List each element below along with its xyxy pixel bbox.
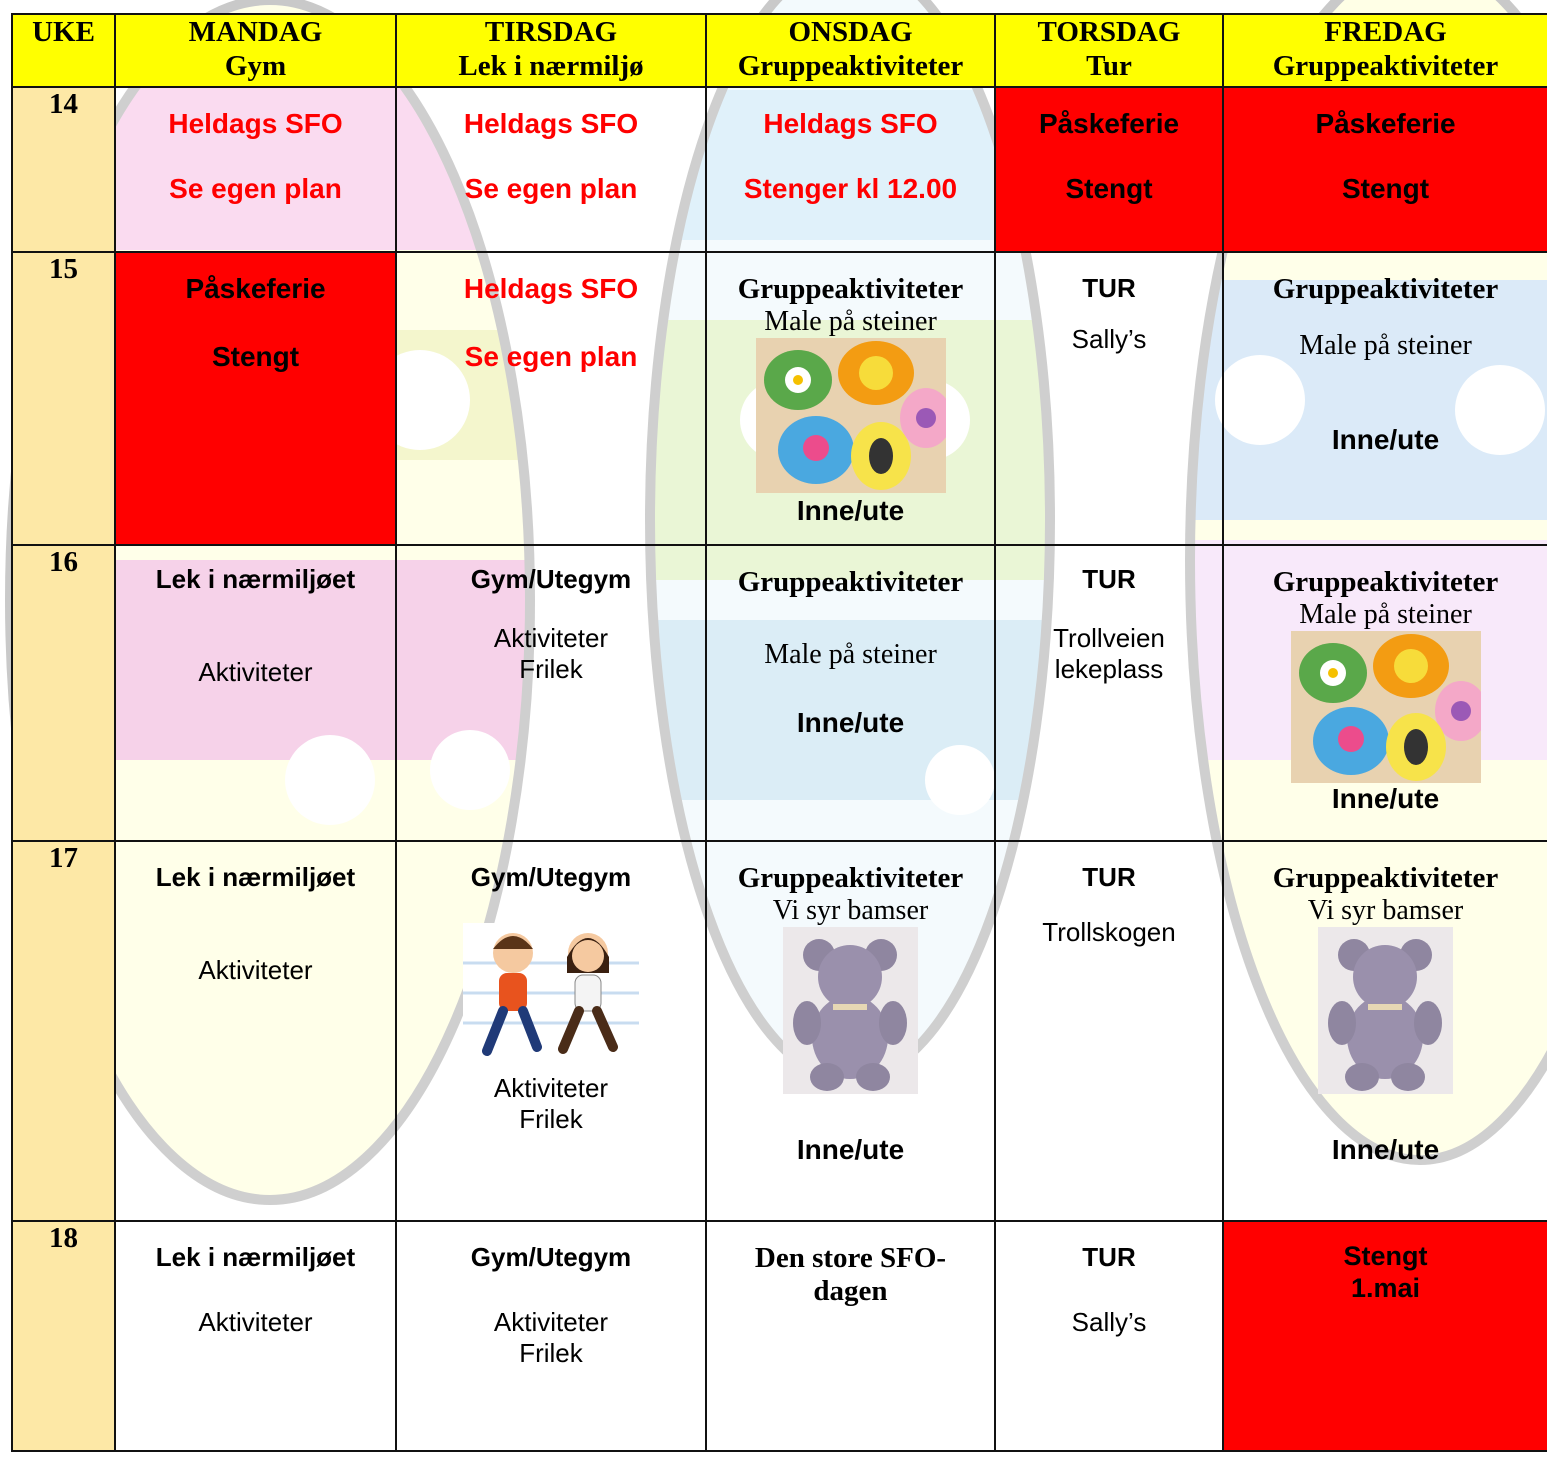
cell-note: Stengt bbox=[211, 341, 300, 372]
cell-w17-wed bbox=[706, 841, 995, 1221]
day-activity: Gruppeaktiviteter bbox=[737, 50, 964, 82]
day-activity: Lek i nærmiljø bbox=[458, 50, 644, 82]
cell-title: Påskeferie bbox=[1038, 108, 1180, 139]
cell-w17-thu bbox=[995, 841, 1223, 1221]
cell-title: TUR bbox=[1082, 1242, 1136, 1272]
cell-w16-mon bbox=[115, 545, 396, 841]
day-activity: Gruppeaktiviteter bbox=[1272, 50, 1499, 82]
cell-w14-fri bbox=[1223, 87, 1547, 252]
cell-title: Lek i nærmiljøet bbox=[155, 862, 356, 892]
header-torsdag bbox=[995, 14, 1223, 87]
painted-stones-image bbox=[756, 338, 946, 493]
cell-w16-thu bbox=[995, 545, 1223, 841]
week-row-17 bbox=[12, 841, 1547, 1221]
cell-w15-fri bbox=[1223, 252, 1547, 545]
running-kids-image bbox=[463, 923, 639, 1071]
cell-title: Gruppeaktiviteter bbox=[737, 273, 964, 305]
cell-w17-mon bbox=[115, 841, 396, 1221]
cell-location: Inne/ute bbox=[796, 495, 905, 526]
week-number: 18 bbox=[12, 1221, 115, 1451]
cell-w17-fri bbox=[1223, 841, 1547, 1221]
cell-title: Gym/Utegym bbox=[470, 862, 632, 892]
cell-location: Inne/ute bbox=[1331, 1134, 1440, 1165]
cell-w15-tue bbox=[396, 252, 706, 545]
cell-w18-tue bbox=[396, 1221, 706, 1451]
cell-note: Se egen plan bbox=[464, 173, 638, 204]
week-number: 17 bbox=[12, 841, 115, 1221]
cell-subtitle: Trollveien bbox=[1053, 623, 1165, 653]
cell-subtitle-2: lekeplass bbox=[1054, 654, 1164, 684]
cell-title: Gruppeaktiviteter bbox=[1272, 273, 1499, 305]
cell-note: Stengt bbox=[1341, 173, 1430, 204]
cell-subtitle: Male på steiner bbox=[764, 639, 937, 670]
cell-subtitle-2: Frilek bbox=[519, 1104, 583, 1134]
cell-subtitle: Sally’s bbox=[1071, 1307, 1147, 1337]
cell-note: Se egen plan bbox=[464, 341, 638, 372]
cell-title: Heldags SFO bbox=[763, 108, 938, 139]
cell-subtitle: Aktiviteter bbox=[493, 1307, 609, 1337]
day-name: FREDAG bbox=[1324, 16, 1447, 48]
cell-title: Gruppeaktiviteter bbox=[737, 566, 964, 598]
cell-title-2: 1.mai bbox=[1350, 1273, 1421, 1303]
cell-w14-tue bbox=[396, 87, 706, 252]
cell-title: TUR bbox=[1082, 862, 1136, 892]
cell-w16-fri bbox=[1223, 545, 1547, 841]
cell-w16-tue bbox=[396, 545, 706, 841]
painted-stones-image bbox=[1291, 631, 1481, 783]
teddy-bear-image bbox=[1318, 927, 1453, 1094]
teddy-bear-image bbox=[783, 927, 918, 1094]
cell-w18-mon bbox=[115, 1221, 396, 1451]
cell-title: Påskeferie bbox=[185, 273, 326, 304]
cell-title: Gruppeaktiviteter bbox=[1272, 566, 1499, 598]
cell-subtitle: Male på steiner bbox=[764, 306, 937, 337]
cell-subtitle: Trollskogen bbox=[1042, 917, 1176, 947]
cell-subtitle: Sally’s bbox=[1071, 324, 1147, 354]
header-tirsdag bbox=[396, 14, 706, 87]
cell-w17-tue bbox=[396, 841, 706, 1221]
cell-subtitle: Male på steiner bbox=[1299, 330, 1472, 361]
cell-subtitle: Vi syr bamser bbox=[772, 895, 929, 926]
uke-label: UKE bbox=[32, 16, 95, 48]
cell-title: Stengt bbox=[1343, 1241, 1428, 1271]
cell-w18-fri bbox=[1223, 1221, 1547, 1451]
day-name: ONSDAG bbox=[788, 16, 913, 48]
cell-subtitle: Aktiviteter bbox=[198, 1307, 313, 1337]
cell-location: Inne/ute bbox=[796, 707, 905, 738]
cell-title: Gruppeaktiviteter bbox=[737, 862, 964, 894]
cell-title: Lek i nærmiljøet bbox=[155, 564, 356, 594]
cell-title: Gruppeaktiviteter bbox=[1272, 862, 1499, 894]
header-mandag bbox=[115, 14, 396, 87]
cell-title: Lek i nærmiljøet bbox=[155, 1242, 356, 1272]
cell-location: Inne/ute bbox=[1331, 783, 1440, 814]
week-number: 16 bbox=[12, 545, 115, 841]
cell-location: Inne/ute bbox=[1331, 424, 1440, 455]
week-plan-table bbox=[11, 13, 1547, 1452]
cell-location: Inne/ute bbox=[796, 1134, 905, 1165]
cell-subtitle-2: Frilek bbox=[519, 1338, 583, 1368]
cell-subtitle: Aktiviteter bbox=[493, 1073, 609, 1103]
cell-title: Den store SFO- bbox=[754, 1242, 947, 1274]
cell-subtitle: Vi syr bamser bbox=[1307, 895, 1464, 926]
cell-title: Påskeferie bbox=[1315, 108, 1456, 139]
header-fredag bbox=[1223, 14, 1547, 87]
cell-note: Stenger kl 12.00 bbox=[743, 173, 958, 204]
cell-title: Heldags SFO bbox=[463, 108, 639, 139]
cell-subtitle: Male på steiner bbox=[1299, 599, 1472, 630]
cell-title-2: dagen bbox=[813, 1275, 888, 1307]
cell-subtitle: Aktiviteter bbox=[493, 623, 609, 653]
day-activity: Tur bbox=[1086, 50, 1132, 82]
week-row-14 bbox=[12, 87, 1547, 252]
cell-w15-thu bbox=[995, 252, 1223, 545]
cell-title: TUR bbox=[1082, 564, 1136, 594]
cell-w15-mon bbox=[115, 252, 396, 545]
header-uke bbox=[12, 14, 115, 87]
week-number: 14 bbox=[12, 87, 115, 252]
week-row-16 bbox=[12, 545, 1547, 841]
header-row bbox=[12, 14, 1547, 87]
day-name: TORSDAG bbox=[1037, 16, 1181, 48]
week-row-18 bbox=[12, 1221, 1547, 1451]
cell-title: Heldags SFO bbox=[168, 108, 343, 139]
cell-w18-thu bbox=[995, 1221, 1223, 1451]
header-onsdag bbox=[706, 14, 995, 87]
cell-w14-thu bbox=[995, 87, 1223, 252]
cell-w14-mon bbox=[115, 87, 396, 252]
cell-note: Stengt bbox=[1065, 173, 1153, 204]
cell-title: Gym/Utegym bbox=[470, 1242, 632, 1272]
cell-subtitle: Aktiviteter bbox=[198, 955, 313, 985]
cell-w16-wed bbox=[706, 545, 995, 841]
cell-title: Gym/Utegym bbox=[470, 564, 632, 594]
day-name: TIRSDAG bbox=[484, 16, 618, 48]
cell-w18-wed bbox=[706, 1221, 995, 1451]
cell-title: Heldags SFO bbox=[463, 273, 639, 304]
cell-w15-wed bbox=[706, 252, 995, 545]
day-name: MANDAG bbox=[188, 16, 323, 48]
cell-w14-wed bbox=[706, 87, 995, 252]
cell-title: TUR bbox=[1082, 273, 1136, 303]
week-number: 15 bbox=[12, 252, 115, 545]
day-activity: Gym bbox=[224, 50, 287, 82]
cell-subtitle-2: Frilek bbox=[519, 654, 583, 684]
cell-subtitle: Aktiviteter bbox=[198, 657, 313, 687]
cell-note: Se egen plan bbox=[169, 173, 342, 204]
week-row-15 bbox=[12, 252, 1547, 545]
